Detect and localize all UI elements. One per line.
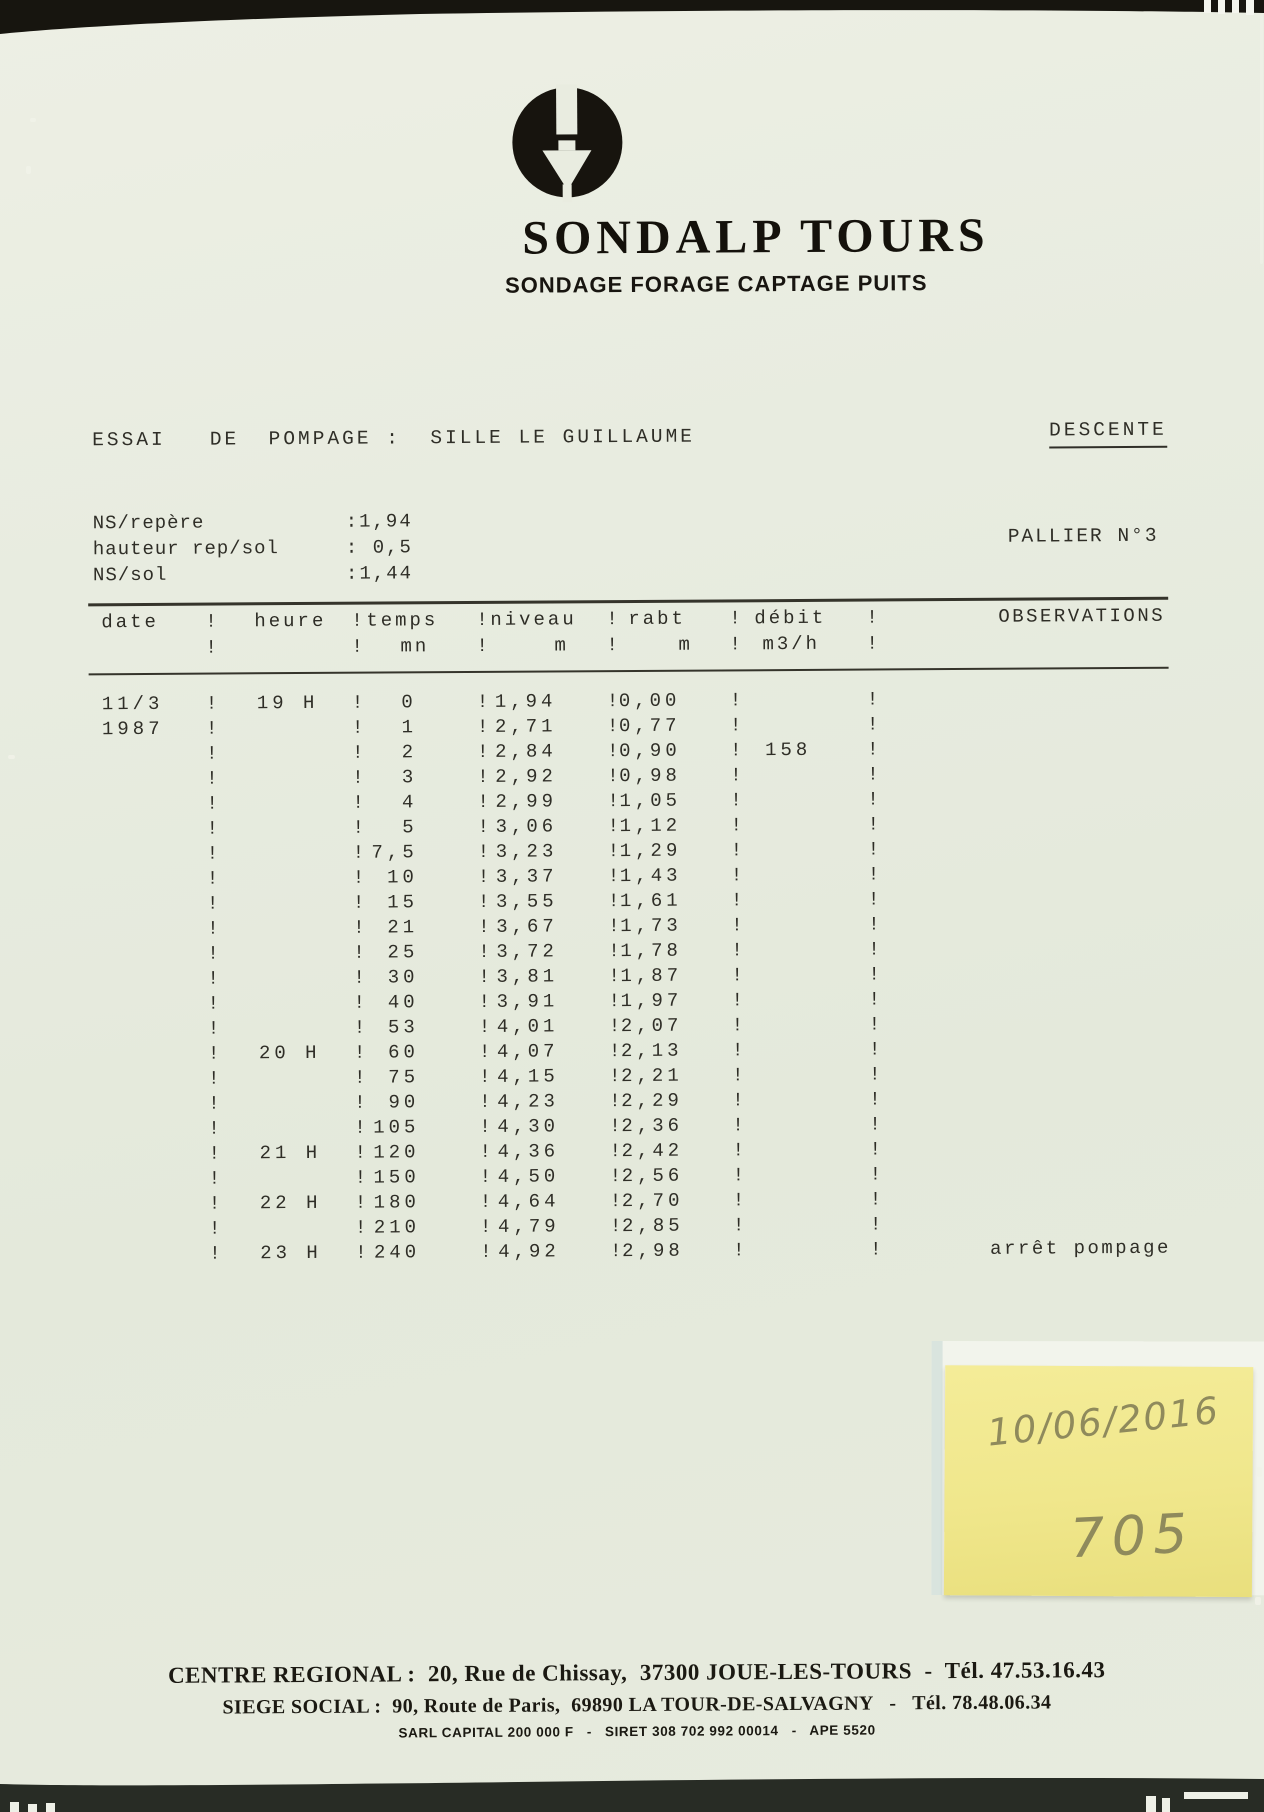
column-separator: ! [732,1114,744,1137]
column-separator: ! [208,1117,220,1140]
column-separator: ! [731,939,743,962]
unit-rabt: m [678,633,693,656]
note-number-handwritten: 705 [1068,1501,1196,1571]
scan-tick [1246,0,1254,15]
column-separator: ! [206,817,219,840]
column-separator: ! [207,917,219,940]
table-rows [0,686,1264,1269]
column-separator: ! [478,990,491,1013]
col-head-niveau: niveau [490,608,577,631]
cell-rabt: 1,97 [620,989,683,1013]
column-separator: ! [607,815,620,838]
cell-rabt: 2,21 [621,1064,683,1088]
speck [8,755,15,759]
cell-rabt: 2,56 [621,1164,684,1188]
paper-edge-highlight [1260,14,1263,264]
column-separator: ! [870,1238,882,1261]
cell-temps: 53 [387,1016,419,1039]
column-separator: ! [351,691,364,714]
cell-temps: 0 [401,691,417,714]
cell-rabt: 0,77 [618,714,681,738]
column-separator: ! [354,1091,366,1114]
column-separator: ! [206,767,218,790]
cell-rabt: 2,36 [621,1114,684,1138]
cell-rabt: 2,13 [620,1039,683,1063]
column-separator: ! [868,988,881,1011]
column-separator: ! [351,609,363,632]
footer-regional-office: CENTRE REGIONAL : 20, Rue de Chissay, 37300 JOUE-LES-TOURS - Tél. 47.53.16.43 [167,1657,1106,1688]
cell-niveau: 3,23 [495,840,558,863]
column-separator: ! [869,1088,881,1111]
drill-bit-icon [511,84,624,205]
cell-rabt: 2,42 [621,1139,684,1163]
column-separator: ! [478,1040,491,1063]
report-title: ESSAI DE POMPAGE : SILLE LE GUILLAUME [92,425,696,452]
column-separator: ! [479,1065,491,1088]
column-separator: ! [476,690,489,713]
cell-temps: 90 [388,1091,420,1114]
column-separator: ! [205,610,217,633]
column-separator: ! [867,788,879,811]
company-logo [511,84,624,210]
footer-company-registration: SARL CAPITAL 200 000 F - SIRET 308 702 992 00014 - APE 5520 [398,1722,876,1741]
column-separator: ! [207,1017,220,1040]
column-separator: ! [206,842,219,865]
cell-heure: 20 H [258,1041,321,1065]
cell-heure: 22 H [259,1191,322,1215]
column-separator: ! [610,1240,622,1263]
phase-label: DESCENTE [1049,419,1167,449]
column-separator: ! [607,740,619,763]
cell-niveau: 4,64 [497,1190,560,1213]
column-separator: ! [868,1038,881,1061]
column-separator: ! [606,690,619,713]
column-separator: ! [869,1163,882,1186]
param-label: NS/repère [92,511,205,535]
column-separator: ! [868,963,880,986]
column-separator: ! [354,1066,366,1089]
cell-heure: 21 H [259,1141,322,1165]
cell-rabt: 0,00 [618,689,681,713]
column-separator: ! [354,1191,367,1214]
cell-heure: 23 H [260,1241,322,1265]
cell-niveau: 3,37 [495,865,558,888]
column-separator: ! [352,841,365,864]
column-separator: ! [732,1164,745,1187]
column-separator: ! [867,763,879,786]
column-separator: ! [206,892,219,915]
cell-rabt: 2,70 [621,1189,684,1213]
column-separator: ! [207,967,219,990]
column-separator: ! [731,914,743,937]
cell-niveau: 4,01 [496,1015,559,1038]
cell-rabt: 2,07 [620,1014,683,1038]
cell-rabt: 1,87 [620,964,683,988]
cell-temps: 30 [387,966,419,989]
unit-niveau: m [554,634,569,657]
col-head-heure: heure [254,609,327,633]
column-separator: ! [353,991,366,1014]
cell-rabt: 0,98 [619,764,681,788]
column-separator: ! [731,964,743,987]
column-separator: ! [207,942,219,965]
col-head-temps: temps [366,609,439,632]
column-separator: ! [207,992,220,1015]
cell-temps: 120 [373,1141,420,1164]
sticky-note [944,1365,1253,1597]
cell-rabt: 1,73 [620,914,682,938]
column-separator: ! [729,689,742,712]
cell-rabt: 1,61 [619,889,682,913]
cell-temps: 5 [402,816,418,839]
column-separator: ! [607,865,620,888]
column-separator: ! [206,742,218,765]
cell-temps: 240 [373,1241,421,1264]
column-separator: ! [731,1039,744,1062]
column-separator: ! [206,867,219,890]
column-separator: ! [868,938,880,961]
column-separator: ! [477,765,489,788]
column-separator: ! [867,813,880,836]
column-separator: ! [354,1166,367,1189]
cell-temps: 10 [386,866,418,889]
column-separator: ! [352,766,364,789]
column-separator: ! [730,889,743,912]
column-separator: ! [868,913,880,936]
column-separator: ! [479,1115,491,1138]
column-separator: ! [732,1064,744,1087]
column-separator: ! [608,1040,621,1063]
scan-tick [1232,0,1239,13]
column-separator: ! [868,1013,881,1036]
column-separator: ! [352,816,365,839]
cell-niveau: 2,84 [495,740,557,763]
scan-tick [1218,0,1225,14]
cell-niveau: 4,79 [497,1215,560,1238]
cell-temps: 1 [401,716,418,739]
column-separator: ! [609,1215,622,1238]
column-separator: ! [208,1167,221,1190]
column-separator: ! [352,891,365,914]
cell-rabt: 1,78 [620,939,682,963]
column-separator: ! [729,607,741,630]
column-separator: ! [476,634,488,657]
param-value: : 0,5 [345,536,413,559]
param-label: NS/sol [92,563,168,587]
cell-temps: 2 [401,741,418,764]
cell-niveau: 2,99 [495,790,558,813]
column-separator: ! [354,1116,366,1139]
scan-tick [1204,0,1211,13]
cell-niveau: 3,72 [496,940,559,963]
speck [1257,1467,1262,1477]
column-separator: ! [609,1140,622,1163]
column-separator: ! [351,716,364,739]
cell-temps: 15 [387,891,419,914]
cell-temps: 150 [373,1166,420,1189]
brand-tagline: SONDAGE FORAGE CAPTAGE PUITS [504,270,928,298]
cell-temps: 7,5 [371,841,418,864]
column-separator: ! [729,633,741,656]
column-separator: ! [731,1014,744,1037]
cell-niveau: 2,71 [494,715,557,738]
column-separator: ! [478,915,490,938]
column-separator: ! [729,714,742,737]
note-date-handwritten: 10/06/2016 [985,1388,1222,1455]
scan-edge-top [0,0,1264,40]
column-separator: ! [608,915,620,938]
cell-temps: 21 [387,916,419,939]
column-separator: ! [208,1092,220,1115]
col-head-observations: OBSERVATIONS [998,604,1166,628]
column-separator: ! [867,838,880,861]
column-separator: ! [208,1142,221,1165]
column-separator: ! [476,715,489,738]
cell-rabt: 1,43 [619,864,682,888]
column-separator: ! [477,815,490,838]
cell-niveau: 4,15 [497,1065,559,1088]
column-separator: ! [730,739,742,762]
column-separator: ! [606,715,619,738]
column-separator: ! [478,940,490,963]
column-separator: ! [205,636,217,659]
scan-content [0,2,1264,1794]
column-separator: ! [607,840,620,863]
column-separator: ! [608,940,620,963]
paper [0,6,1264,1790]
column-separator: ! [208,1192,221,1215]
cell-rabt: 1,05 [619,789,682,813]
cell-date: 11/3 [101,692,164,716]
table-rule-header [89,667,1169,676]
column-separator: ! [477,890,490,913]
column-separator: ! [866,688,879,711]
column-separator: ! [732,1139,745,1162]
column-separator: ! [609,1115,621,1138]
column-separator: ! [477,790,489,813]
cell-rabt: 0,90 [619,739,681,763]
column-separator: ! [608,990,621,1013]
cell-temps: 60 [388,1041,420,1064]
unit-debit: m3/h [762,632,821,656]
column-separator: ! [355,1241,367,1264]
column-separator: ! [353,1016,366,1039]
column-separator: ! [867,738,879,761]
col-head-date: date [101,610,159,634]
cell-niveau: 3,06 [495,815,558,838]
column-separator: ! [353,916,365,939]
column-separator: ! [867,863,880,886]
column-separator: ! [866,713,879,736]
column-separator: ! [353,966,365,989]
cell-observations: arrêt pompage [990,1236,1171,1260]
column-separator: ! [869,1213,882,1236]
column-separator: ! [609,1090,621,1113]
column-separator: ! [607,790,619,813]
column-separator: ! [869,1113,881,1136]
column-separator: ! [352,741,364,764]
cell-niveau: 3,91 [496,990,559,1013]
column-separator: ! [352,791,364,814]
column-separator: ! [869,1188,882,1211]
column-separator: ! [354,1141,367,1164]
column-separator: ! [478,1015,491,1038]
column-separator: ! [477,740,489,763]
scan-edge-bottom [0,1768,1264,1812]
cell-rabt: 1,29 [619,839,682,863]
column-separator: ! [479,1190,492,1213]
cell-niveau: 4,07 [496,1040,559,1063]
column-separator: ! [606,608,618,631]
param-value: :1,44 [345,562,414,585]
cell-niveau: 4,30 [497,1115,560,1138]
cell-niveau: 4,36 [497,1140,560,1163]
column-separator: ! [869,1063,881,1086]
column-separator: ! [208,1067,220,1090]
column-separator: ! [478,965,490,988]
column-separator: ! [606,634,618,657]
col-head-debit: débit [754,606,827,630]
speck [26,166,31,174]
cell-date: 1987 [101,717,164,741]
column-separator: ! [609,1165,622,1188]
cell-temps: 40 [387,991,419,1014]
cell-rabt: 1,12 [619,814,682,838]
column-separator: ! [479,1165,492,1188]
cell-niveau: 4,23 [497,1090,559,1113]
column-separator: ! [866,606,878,629]
cell-debit: 158 [765,738,812,762]
footer-head-office: SIEGE SOCIAL : 90, Route de Paris, 69890 LA TOUR-DE-SALVAGNY - Tél. 78.48.06.34 [222,1691,1052,1719]
cell-niveau: 3,81 [496,965,559,988]
column-separator: ! [732,1214,745,1237]
speck [30,118,36,122]
cell-temps: 4 [401,791,418,814]
column-separator: ! [867,888,880,911]
column-separator: ! [479,1215,492,1238]
column-separator: ! [609,1190,622,1213]
column-separator: ! [354,1216,367,1239]
pallier-label: PALLIER N°3 [1007,524,1159,548]
column-separator: ! [608,1015,621,1038]
column-separator: ! [476,608,488,631]
unit-temps: mn [400,635,430,658]
column-separator: ! [608,965,620,988]
cell-rabt: 2,29 [621,1089,683,1113]
cell-temps: 210 [373,1216,421,1239]
brand-name: SONDALP TOURS [522,208,990,265]
cell-heure: 19 H [256,691,319,715]
column-separator: ! [730,864,743,887]
cell-temps: 3 [401,766,418,789]
column-separator: ! [869,1138,882,1161]
column-separator: ! [205,717,218,740]
param-label: hauteur rep/sol [92,537,279,561]
cell-temps: 105 [373,1116,420,1139]
column-separator: ! [730,789,742,812]
column-separator: ! [607,765,619,788]
cell-temps: 75 [388,1066,420,1089]
column-separator: ! [479,1140,492,1163]
column-separator: ! [609,1065,621,1088]
column-separator: ! [206,792,218,815]
column-separator: ! [607,890,620,913]
cell-niveau: 4,50 [497,1165,560,1188]
cell-niveau: 3,55 [495,890,558,913]
speck [1255,1597,1261,1605]
column-separator: ! [209,1242,221,1265]
cell-niveau: 1,94 [494,690,557,713]
column-separator: ! [730,764,742,787]
cell-niveau: 3,67 [496,915,558,938]
column-separator: ! [477,840,490,863]
cell-rabt: 2,85 [621,1214,684,1238]
column-separator: ! [733,1239,745,1262]
column-separator: ! [208,1217,221,1240]
column-separator: ! [205,692,218,715]
column-separator: ! [866,632,878,655]
column-separator: ! [732,1189,745,1212]
param-value: :1,94 [345,510,413,533]
column-separator: ! [353,941,365,964]
column-separator: ! [479,1090,491,1113]
cell-niveau: 4,92 [498,1240,560,1263]
column-separator: ! [731,989,744,1012]
column-separator: ! [353,1041,366,1064]
column-separator: ! [352,866,365,889]
column-separator: ! [207,1042,220,1065]
column-separator: ! [730,839,743,862]
cell-temps: 180 [373,1191,420,1214]
col-head-rabt: rabt [628,607,686,631]
cell-temps: 25 [387,941,419,964]
column-separator: ! [730,814,743,837]
cell-niveau: 2,92 [495,765,557,788]
cell-rabt: 2,98 [622,1239,684,1263]
column-separator: ! [732,1089,744,1112]
column-separator: ! [351,635,363,658]
column-separator: ! [480,1240,492,1263]
column-separator: ! [477,865,490,888]
